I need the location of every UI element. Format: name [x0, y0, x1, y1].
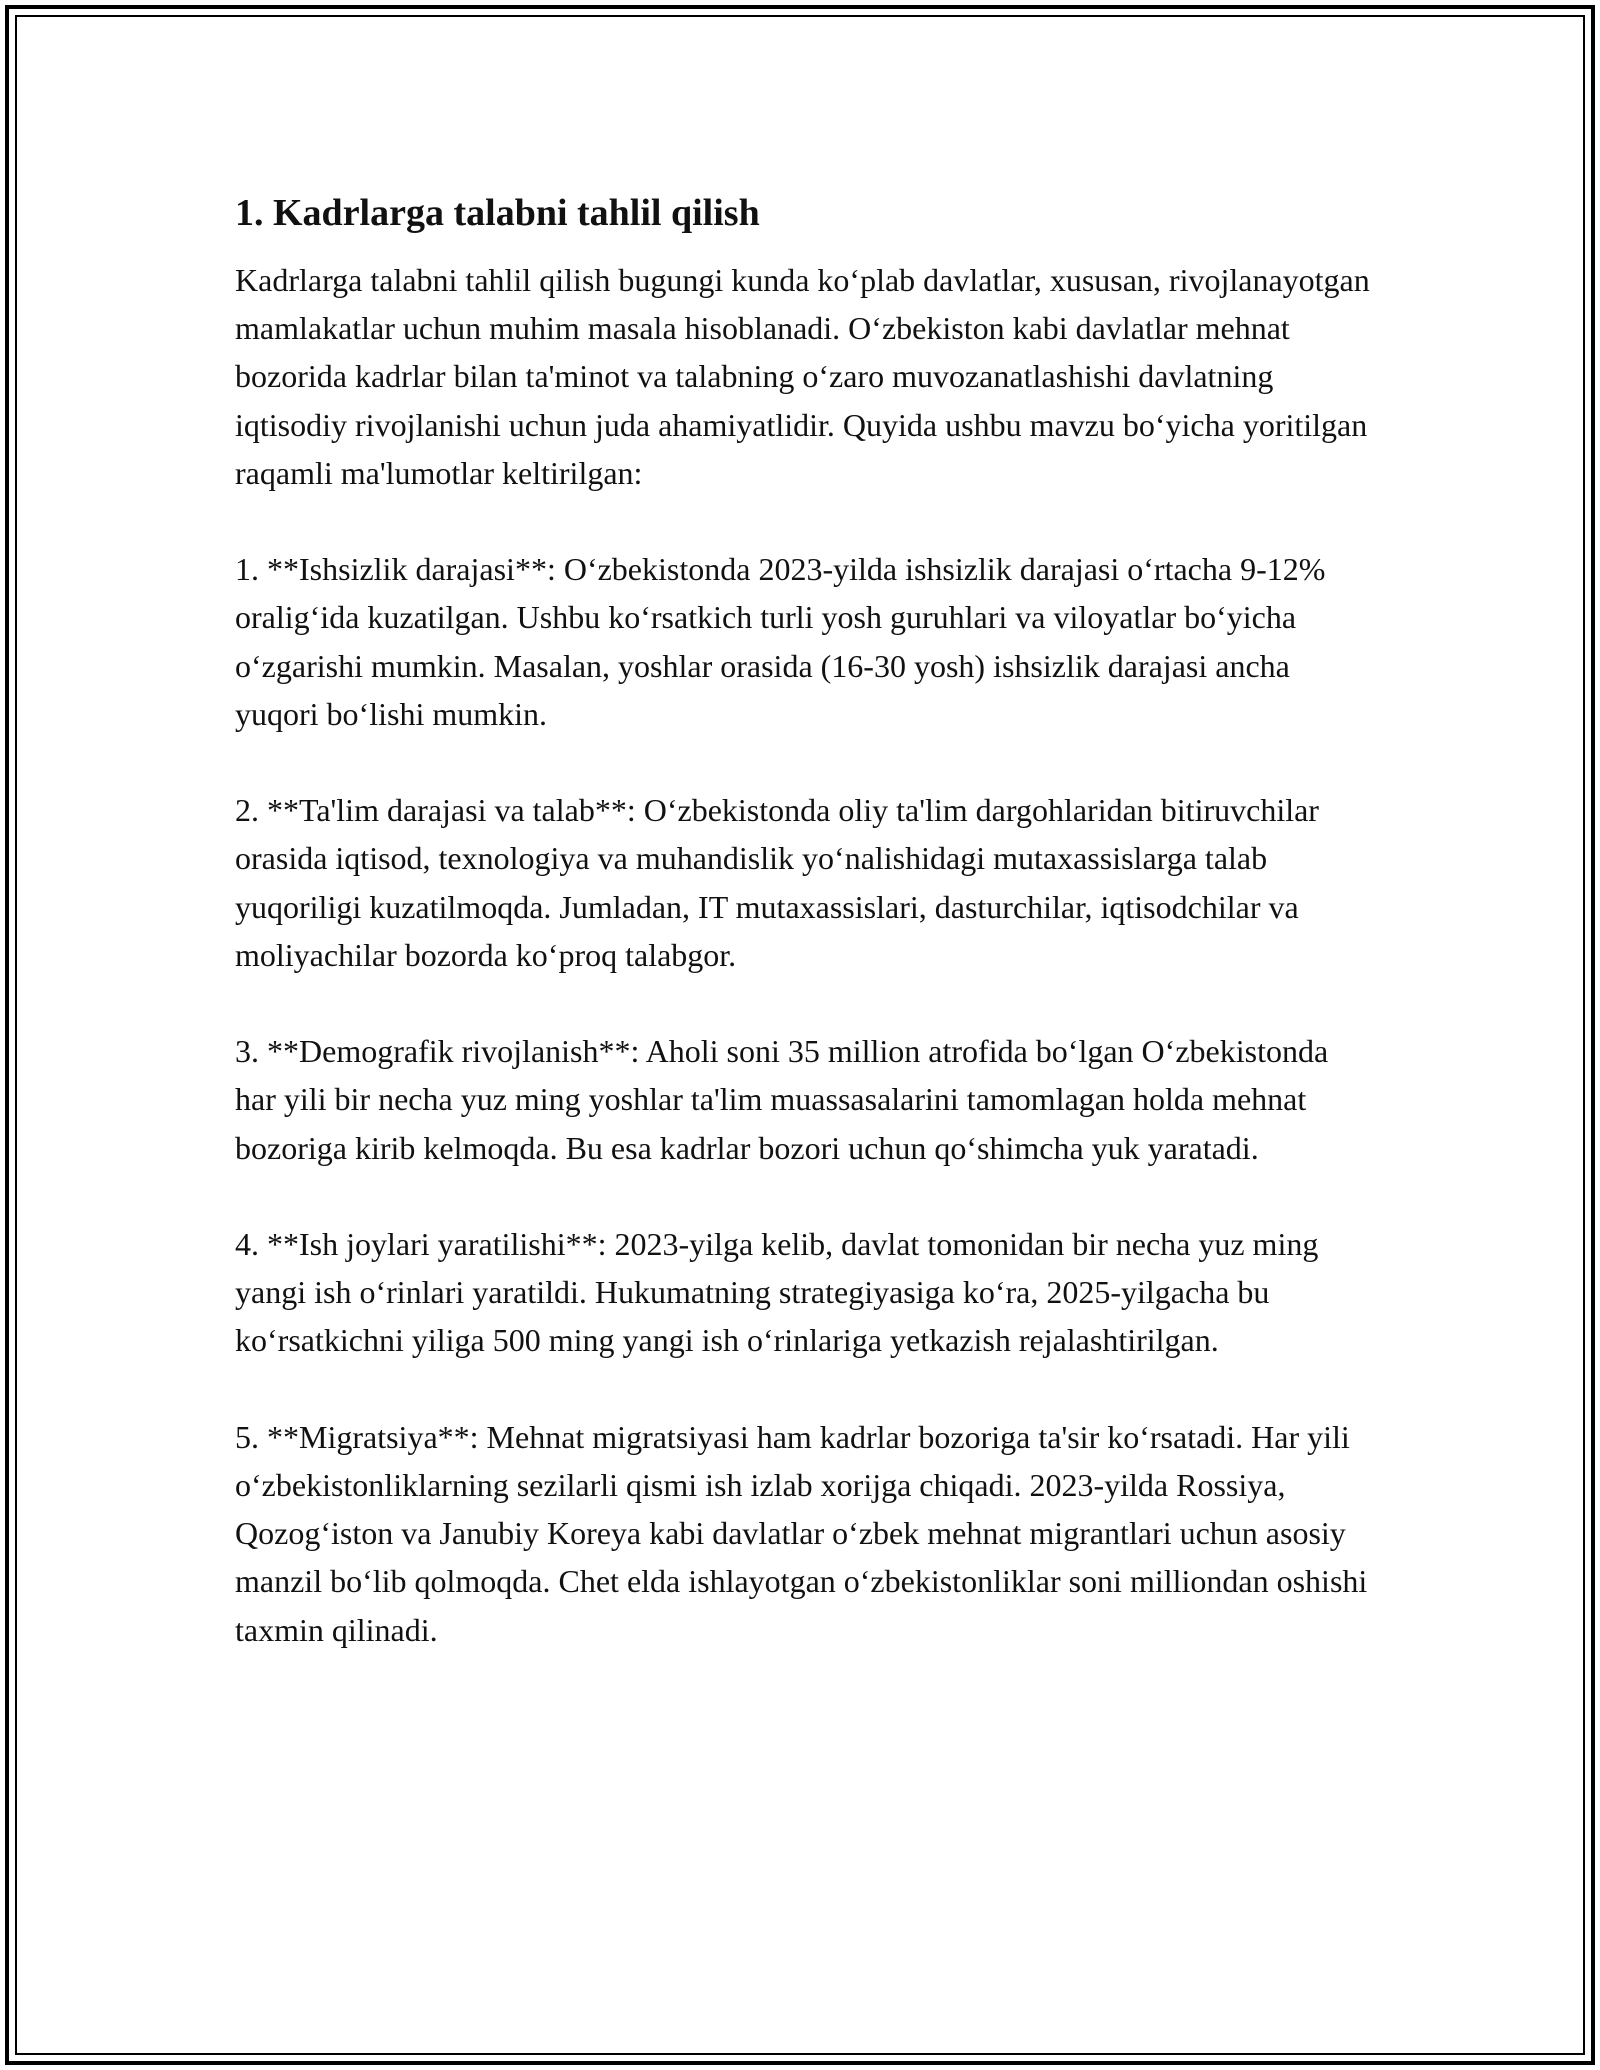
document-title: 1. Kadrlarga talabni tahlil qilish	[235, 192, 760, 234]
list-item-job-creation: 4. **Ish joylari yaratilishi**: 2023-yilga kelib, davlat tomonidan bir necha yuz ming yangi ish o‘rinlari yaratildi. Hukumatning strategiyasiga ko‘ra, 2025-yilgacha bu ko‘rsatkichni yiliga 500 ming yangi ish o‘rinlariga yetkazish rejalashtirilgan.	[235, 1226, 1319, 1359]
list-item-migration: 5. **Migratsiya**: Mehnat migratsiyasi ham kadrlar bozoriga ta'sir ko‘rsatadi. Har yili o‘zbekistonliklarning sezilarli qismi ish izlab xorijga chiqadi. 2023-yilda Rossiya, Qozog‘iston va Janubiy Koreya kabi davlatlar o‘zbek mehnat migrantlari uchun asosiy manzil bo‘lib qolmoqda. Chet elda ishlayotgan o‘zbekistonliklar soni milliondan oshishi taxmin qilinadi.	[235, 1418, 1368, 1648]
list-item-education: 2. **Ta'lim darajasi va talab**: O‘zbekistonda oliy ta'lim dargohlaridan bitiruvchilar orasida iqtisod, texnologiya va muhandislik yo‘nalishidagi mutaxassislarga talab yuqoriligi kuzatilmoqda. Jumladan, IT mutaxassislari, dasturchilar, iqtisodchilar va moliyachilar bozorda ko‘proq talabgor.	[235, 792, 1319, 973]
intro-paragraph: Kadrlarga talabni tahlil qilish bugungi kunda ko‘plab davlatlar, xususan, rivojlanayotgan mamlakatlar uchun muhim masala hisoblanadi. O‘zbekiston kabi davlatlar mehnat bozorida kadrlar bilan ta'minot va talabning o‘zaro muvozanatlashishi davlatning iqtisodiy rivojlanishi uchun juda ahamiyatlidir. Quyida ushbu mavzu bo‘yicha yoritilgan raqamli ma'lumotlar keltirilgan:	[235, 262, 1370, 491]
list-item-demography: 3. **Demografik rivojlanish**: Aholi soni 35 million atrofida bo‘lgan O‘zbekistonda har yili bir necha yuz ming yoshlar ta'lim muassasalarini tamomlagan holda mehnat bozoriga kirib kelmoqda. Bu esa kadrlar bozori uchun qo‘shimcha yuk yaratadi.	[235, 1033, 1329, 1166]
list-item-unemployment: 1. **Ishsizlik darajasi**: O‘zbekistonda 2023-yilda ishsizlik darajasi o‘rtacha 9-12% oralig‘ida kuzatilgan. Ushbu ko‘rsatkich turli yosh guruhlari va viloyatlar bo‘yicha o‘zgarishi mumkin. Masalan, yoshlar orasida (16-30 yosh) ishsizlik darajasi ancha yuqori bo‘lishi mumkin.	[235, 551, 1326, 732]
document-body	[235, 188, 1375, 1702]
